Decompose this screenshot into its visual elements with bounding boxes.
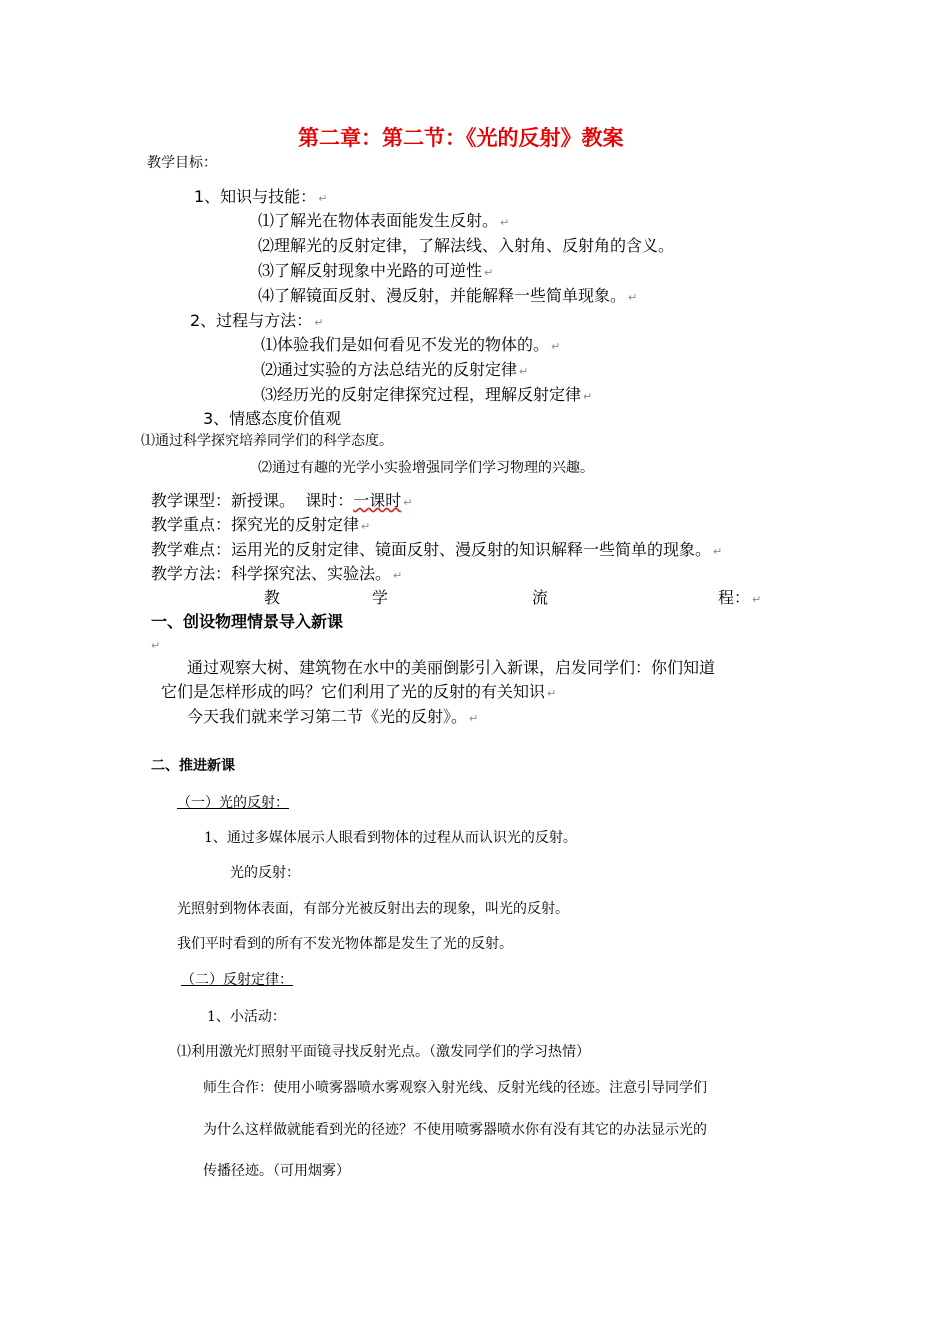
knowledge-heading: 1、知识与技能： ↵ [194, 187, 328, 206]
flow-char: 流 [532, 588, 549, 607]
attitude-heading: 3、情感态度价值观 [203, 409, 342, 428]
reflection-label: 光的反射： [230, 865, 300, 881]
paragraph-mark-icon: ↵ [547, 687, 557, 700]
paragraph-mark-icon: ↵ [393, 569, 403, 582]
process-item: ⑴体验我们是如何看见不发光的物体的。 ↵ [261, 335, 561, 354]
paragraph-mark-icon: ↵ [628, 291, 638, 304]
reflection-note: 我们平时看到的所有不发光物体都是发生了光的反射。 [177, 936, 513, 952]
subsection-item: 1、小活动： [207, 1009, 286, 1025]
section1-para: 它们是怎样形成的吗？它们利用了光的反射的有关知识 ↵ [161, 682, 557, 701]
attitude-item: ⑵通过有趣的光学小实验增强同学们学习物理的兴趣。 [258, 460, 594, 476]
knowledge-item: ⑴了解光在物体表面能发生反射。 ↵ [258, 211, 510, 230]
subsection-heading: （二）反射定律： [181, 972, 293, 988]
paragraph-mark-icon: ↵ [519, 365, 529, 378]
paragraph-mark-icon: ↵ [551, 340, 561, 353]
teaching-method: 教学方法：科学探究法、实验法。 ↵ [151, 564, 403, 583]
paragraph-mark-icon: ↵ [583, 390, 593, 403]
cooperation-text: 传播径迹。（可用烟雾） [203, 1163, 350, 1179]
knowledge-item: ⑷了解镜面反射、漫反射，并能解释一些简单现象。 ↵ [258, 286, 638, 305]
teaching-difficulty: 教学难点：运用光的反射定律、镜面反射、漫反射的知识解释一些简单的现象。 ↵ [151, 540, 723, 559]
lesson-type-line: 教学课型：新授课。 课时：一课时 ↵ [151, 491, 413, 510]
paragraph-mark-icon: ↵ [500, 216, 510, 229]
subsection-item: 1、通过多媒体展示人眼看到物体的过程从而认识光的反射。 [204, 830, 577, 846]
process-item: ⑵通过实验的方法总结光的反射定律 ↵ [261, 360, 529, 379]
process-item: ⑶经历光的反射定律探究过程，理解反射定律 ↵ [261, 385, 593, 404]
section2-heading: 二、推进新课 [151, 758, 235, 774]
attitude-item: ⑴通过科学探究培养同学们的科学态度。 [141, 433, 393, 449]
paragraph-mark-icon: ↵ [713, 545, 723, 558]
paragraph-mark-icon: ↵ [151, 639, 161, 652]
subsection-heading: （一）光的反射： [177, 795, 289, 811]
flow-char: 程： ↵ [718, 588, 762, 607]
paragraph-mark-icon: ↵ [469, 712, 479, 725]
section1-heading: 一、创设物理情景导入新课 [151, 612, 344, 631]
section1-para: 通过观察大树、建筑物在水中的美丽倒影引入新课，启发同学们：你们知道 [187, 658, 716, 677]
teaching-focus: 教学重点：探究光的反射定律 ↵ [151, 515, 371, 534]
cooperation-text: 为什么这样做就能看到光的径迹？不使用喷雾器喷水你有没有其它的办法显示光的 [203, 1122, 707, 1138]
paragraph-mark-icon: ↵ [403, 496, 413, 509]
knowledge-item: ⑶了解反射现象中光路的可逆性 ↵ [258, 261, 494, 280]
paragraph-mark-icon: ↵ [318, 192, 328, 205]
paragraph-mark-icon: ↵ [361, 520, 371, 533]
activity-item: ⑴利用激光灯照射平面镜寻找反射光点。（激发同学们的学习热情） [177, 1044, 590, 1060]
section1-para: 今天我们就来学习第二节《光的反射》。 ↵ [187, 707, 479, 726]
process-heading: 2、过程与方法： ↵ [190, 311, 324, 330]
document-title: 第二章：第二节：《光的反射》教案 [298, 125, 624, 150]
paragraph-mark-icon: ↵ [314, 316, 324, 329]
reflection-definition: 光照射到物体表面，有部分光被反射出去的现象，叫光的反射。 [177, 901, 569, 917]
paragraph-mark-icon: ↵ [484, 266, 494, 279]
flow-char: 教 [264, 588, 281, 607]
paragraph-mark-icon: ↵ [752, 593, 762, 606]
knowledge-item: ⑵理解光的反射定律，了解法线、入射角、反射角的含义。 [258, 236, 675, 255]
cooperation-text: 师生合作：使用小喷雾器喷水雾观察入射光线、反射光线的径迹。注意引导同学们 [203, 1080, 707, 1096]
goals-label: 教学目标： [147, 155, 217, 171]
flow-char: 学 [372, 588, 389, 607]
